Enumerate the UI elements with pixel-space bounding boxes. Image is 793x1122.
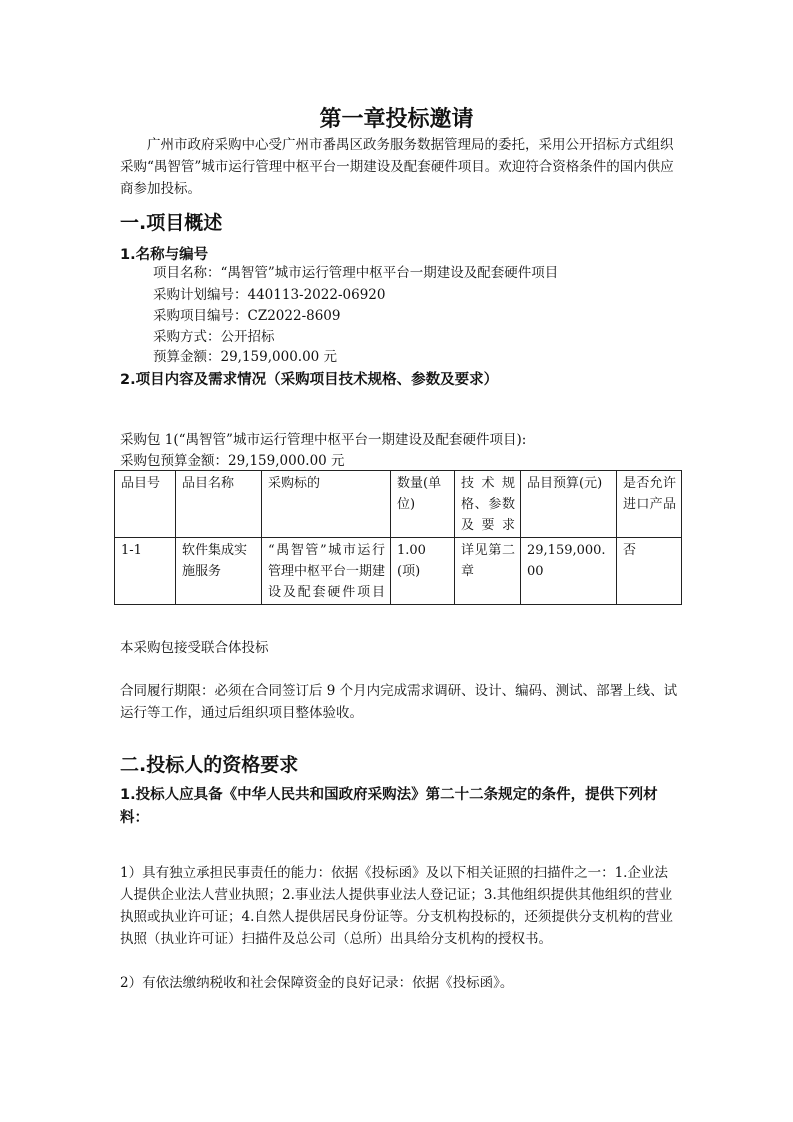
project-number-line: 采购项目编号：CZ2022-8609 (153, 308, 341, 324)
package-line: 采购包 1(“禺智管”城市运行管理中枢平台一期建设及配套硬件项目): (120, 432, 527, 448)
header-cell: 数量(单位) (391, 471, 455, 538)
table-header-row (115, 471, 682, 538)
table-cell: 否 (617, 538, 682, 605)
table-cell: “禺智管”城市运行管理中枢平台一期建设及配套硬件项目 (262, 538, 391, 605)
budget-line: 预算金额：29,159,000.00 元 (153, 349, 338, 365)
contract-period-paragraph: 合同履行期限：必须在合同签订后 9 个月内完成需求调研、设计、编码、测试、部署上线、试运行等工作，通过后组织项目整体验收。 (120, 683, 678, 721)
sub1-heading: 1.名称与编号 (120, 247, 209, 263)
table-row (115, 538, 682, 605)
method-line: 采购方式：公开招标 (153, 329, 275, 345)
header-cell: 采购标的 (262, 471, 391, 538)
section2-sub1-heading: 1.投标人应具备《中华人民共和国政府采购法》第二十二条规定的条件，提供下列材料： (120, 787, 658, 826)
table-cell: 软件集成实施服务 (176, 538, 262, 605)
table-cell: 详见第二章 (455, 538, 521, 605)
header-cell: 品目名称 (176, 471, 262, 538)
table-cell: 29,159,000.00 (521, 538, 617, 605)
section1-heading: 一.项目概述 (120, 212, 223, 234)
chapter-title: 第一章投标邀请 (319, 107, 474, 132)
plan-number-line: 采购计划编号：440113-2022-06920 (153, 287, 386, 303)
header-cell: 品目号 (115, 471, 176, 538)
table-cell: 1-1 (115, 538, 176, 605)
sub2-heading: 2.项目内容及需求情况（采购项目技术规格、参数及要求） (120, 372, 499, 388)
consortium-line: 本采购包接受联合体投标 (120, 640, 269, 656)
intro-paragraph: 广州市政府采购中心受广州市番禺区政务服务数据管理局的委托，采用公开招标方式组织采购“禺智管”城市运行管理中枢平台一期建设及配套硬件项目。欢迎符合资格条件的国内供应商参加投标。 (120, 137, 674, 197)
section2-heading: 二.投标人的资格要求 (120, 754, 299, 776)
procurement-table (114, 470, 682, 605)
qualification-item-1: 1）具有独立承担民事责任的能力：依据《投标函》及以下相关证照的扫描件之一：1.企业法人提供企业法人营业执照；2.事业法人提供事业法人登记证；3.其他组织提供其他组织的营业执照或执业许可证；4.自然人提供居民身份证等。分支机构投标的，还须提供分支机构的营业执照（执业许可证）扫描件及总公司（总所）出具给分支机构的授权书。 (120, 865, 673, 947)
table-cell: 1.00(项) (391, 538, 455, 605)
header-cell: 品目预算(元) (521, 471, 617, 538)
project-name-line: 项目名称：“禺智管”城市运行管理中枢平台一期建设及配套硬件项目 (153, 265, 559, 281)
header-cell: 是否允许进口产品 (617, 471, 682, 538)
header-cell: 技术规格、参数及要求 (455, 471, 521, 538)
qualification-item-2: 2）有依法缴纳税收和社会保障资金的良好记录：依据《投标函》。 (120, 975, 514, 991)
package-budget-line: 采购包预算金额：29,159,000.00 元 (120, 453, 345, 469)
